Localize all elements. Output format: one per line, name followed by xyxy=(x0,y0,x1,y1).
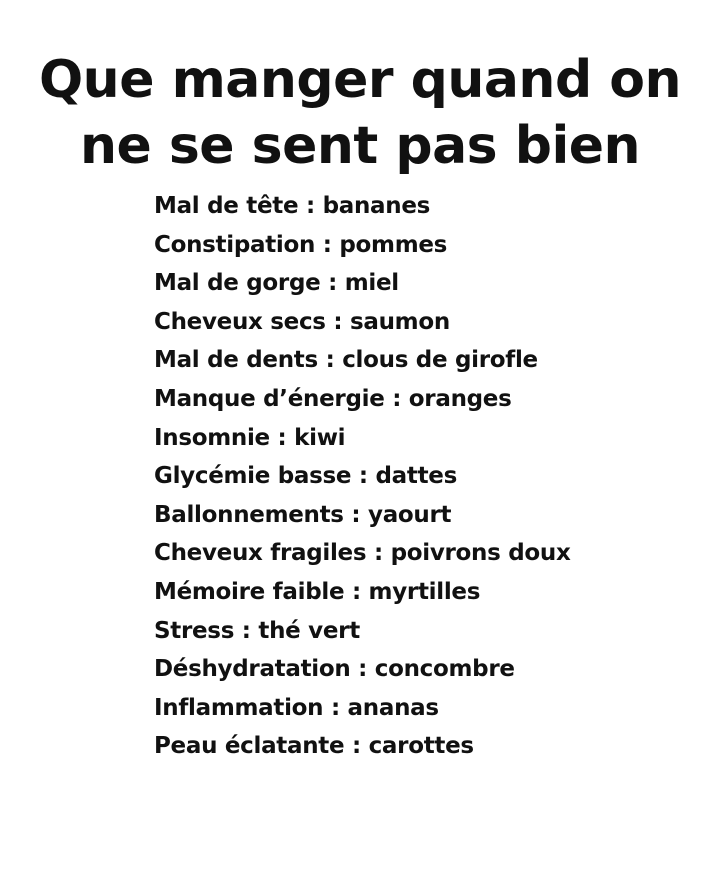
list-item: Mal de dents : clous de girofle xyxy=(154,347,538,374)
list-item: Cheveux fragiles : poivrons doux xyxy=(154,540,571,567)
list-item: Mal de tête : bananes xyxy=(154,193,431,219)
page-title xyxy=(0,47,720,179)
list-item: Déshydratation : concombre xyxy=(154,656,515,683)
list-item: Glycémie basse : dattes xyxy=(154,463,457,490)
list-item: Cheveux secs : saumon xyxy=(154,308,450,335)
list-item: Mémoire faible : myrtilles xyxy=(154,578,481,605)
list-item: Constipation : pommes xyxy=(154,231,448,258)
list-item: Inflammation : ananas xyxy=(154,694,439,721)
title-line-2: ne se sent pas bien xyxy=(79,115,641,176)
list-item: Peau éclatante : carottes xyxy=(154,733,474,760)
list-item: Manque d’énergie : oranges xyxy=(154,385,512,412)
list-item: Mal de gorge : miel xyxy=(154,270,399,297)
list-item: Ballonnements : yaourt xyxy=(154,501,452,528)
remedy-list xyxy=(154,187,571,766)
list-item: Stress : thé vert xyxy=(154,617,360,644)
title-line-1: Que manger quand on xyxy=(38,49,682,110)
list-item: Insomnie : kiwi xyxy=(154,424,346,451)
